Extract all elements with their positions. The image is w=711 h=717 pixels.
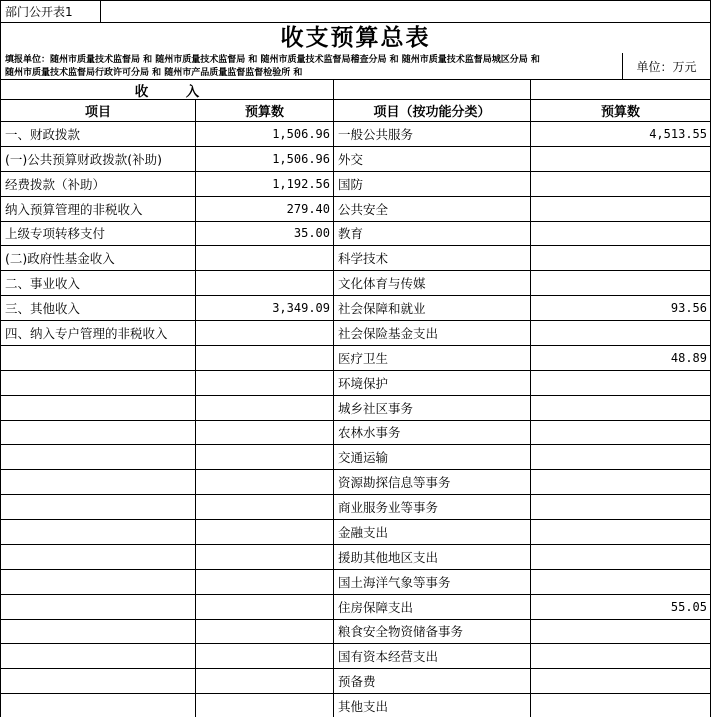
expense-item-cell: 国有资本经营支出 [334,643,531,668]
income-value-cell [196,395,334,420]
expense-value-cell [531,544,710,569]
income-value-cell [196,643,334,668]
income-value-cell [196,370,334,395]
income-item-cell [1,420,196,445]
expense-value-cell [531,196,710,221]
expense-item-cell: 其他支出 [334,693,531,717]
income-value-cell: 1,192.56 [196,171,334,196]
expense-item-cell: 住房保障支出 [334,594,531,619]
income-value-cell [196,420,334,445]
income-value-cell [196,270,334,295]
expense-value-cell [531,370,710,395]
income-item-cell [1,370,196,395]
column-header-expense-item: 项目（按功能分类） [334,99,531,121]
income-item-cell [1,345,196,370]
unit-label: 单位：万元 [622,53,710,79]
expense-value-cell [531,494,710,519]
expense-value-cell [531,420,710,445]
column-header-income-item: 项目 [1,99,196,121]
expense-value-cell: 55.05 [531,594,710,619]
expense-value-cell [531,693,710,717]
meta-row [1,53,710,79]
income-value-cell [196,569,334,594]
expense-item-cell: 一般公共服务 [334,121,531,146]
income-item-cell: (一)公共预算财政拨款(补助) [1,146,196,171]
expense-item-cell: 城乡社区事务 [334,395,531,420]
income-value-cell [196,619,334,644]
expense-value-cell [531,171,710,196]
income-value-cell [196,469,334,494]
income-item-cell [1,569,196,594]
expense-item-cell: 环境保护 [334,370,531,395]
meta-spacer [548,53,622,79]
expense-value-cell [531,146,710,171]
income-value-cell: 35.00 [196,221,334,246]
income-value-cell [196,345,334,370]
income-item-cell [1,594,196,619]
income-value-cell [196,494,334,519]
expense-value-cell [531,668,710,693]
income-item-cell [1,619,196,644]
sheet-label: 部门公开表1 [1,1,101,22]
expense-item-cell: 国土海洋气象等事务 [334,569,531,594]
income-item-cell: 四、纳入专户管理的非税收入 [1,320,196,345]
expense-value-cell [531,619,710,644]
income-value-cell: 279.40 [196,196,334,221]
income-item-cell [1,444,196,469]
title-row [1,23,710,53]
expense-value-cell [531,270,710,295]
expense-value-cell [531,444,710,469]
expense-value-cell [531,643,710,668]
expense-item-cell: 外交 [334,146,531,171]
income-item-cell: 经费拨款（补助） [1,171,196,196]
expense-item-cell: 商业服务业等事务 [334,494,531,519]
expense-value-cell [531,221,710,246]
income-item-cell [1,395,196,420]
expense-item-cell: 文化体育与传媒 [334,270,531,295]
expense-item-cell: 社会保险基金支出 [334,320,531,345]
income-section-header: 收 入 [1,79,334,99]
income-item-cell: (二)政府性基金收入 [1,245,196,270]
expense-item-cell: 金融支出 [334,519,531,544]
income-item-cell [1,544,196,569]
expense-value-cell [531,569,710,594]
page-title: 收支预算总表 [280,24,431,51]
budget-table [1,79,710,717]
expense-value-cell [531,519,710,544]
expense-item-cell: 粮食安全物资储备事务 [334,619,531,644]
income-value-cell [196,594,334,619]
column-header-income-budget: 预算数 [196,99,334,121]
income-item-cell: 纳入预算管理的非税收入 [1,196,196,221]
income-value-cell [196,544,334,569]
expense-item-cell: 农林水事务 [334,420,531,445]
income-item-cell: 二、事业收入 [1,270,196,295]
expense-header-spacer-cell [531,79,710,99]
expense-value-cell: 48.89 [531,345,710,370]
income-value-cell [196,245,334,270]
expense-item-cell: 公共安全 [334,196,531,221]
income-item-cell [1,469,196,494]
expense-item-cell: 教育 [334,221,531,246]
income-item-cell [1,519,196,544]
expense-item-cell: 社会保障和就业 [334,295,531,320]
income-value-cell: 1,506.96 [196,121,334,146]
income-item-cell [1,668,196,693]
filler-unit-text: 填报单位：随州市质量技术监督局 和 随州市质量技术监督局 和 随州市质量技术监督局稽查分局 和 随州市质量技术监督局城区分局 和 随州市质量技术监督局行政许可分局 和 随州市产品质量监督监督检验所 和 [5,55,540,78]
income-header-spacer-cell [334,79,531,99]
expense-value-cell [531,245,710,270]
income-value-cell [196,668,334,693]
column-header-expense-budget: 预算数 [531,99,710,121]
expense-item-cell: 国防 [334,171,531,196]
expense-value-cell [531,395,710,420]
expense-item-cell: 援助其他地区支出 [334,544,531,569]
income-value-cell [196,320,334,345]
income-item-cell: 三、其他收入 [1,295,196,320]
expense-item-cell: 交通运输 [334,444,531,469]
expense-value-cell: 4,513.55 [531,121,710,146]
income-item-cell: 一、财政拨款 [1,121,196,146]
income-value-cell [196,519,334,544]
sheet-label-row [1,1,710,23]
expense-item-cell: 预备费 [334,668,531,693]
expense-value-cell: 93.56 [531,295,710,320]
income-value-cell: 1,506.96 [196,146,334,171]
expense-value-cell [531,320,710,345]
expense-value-cell [531,469,710,494]
income-value-cell [196,444,334,469]
income-item-cell [1,693,196,717]
expense-item-cell: 资源勘探信息等事务 [334,469,531,494]
income-item-cell: 上级专项转移支付 [1,221,196,246]
income-value-cell [196,693,334,717]
income-item-cell [1,643,196,668]
income-item-cell [1,494,196,519]
expense-item-cell: 医疗卫生 [334,345,531,370]
expense-item-cell: 科学技术 [334,245,531,270]
income-value-cell: 3,349.09 [196,295,334,320]
